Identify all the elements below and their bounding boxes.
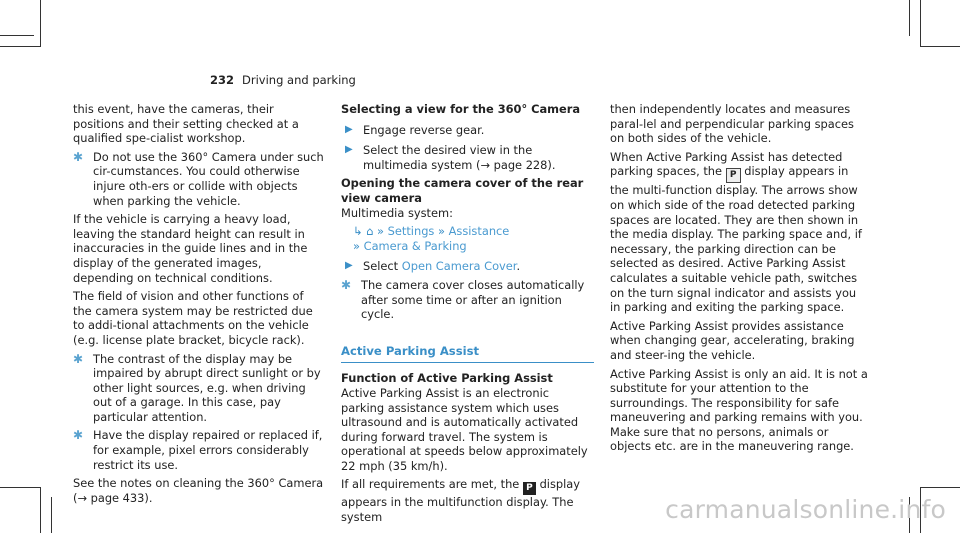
info-icon: ✱ <box>341 277 352 292</box>
paragraph: If the vehicle is carrying a heavy load, leaving the standard height can result in inaccuracies in the guide lines and in the display of the generated images, depending on technical conditions. <box>73 212 308 285</box>
note-text: The contrast of the display may be impaired by abrupt direct sunlight or by other light sources, e.g. when driving out of a garage. In this case, pay particular attention. <box>93 351 321 424</box>
paragraph: then independently locates and measures paral-lel and perpendicular parking spaces on both sides of the vehicle. <box>610 102 854 146</box>
paragraph <box>341 477 594 524</box>
instruction-step <box>341 143 594 172</box>
section-heading: Active Parking Assist <box>341 344 594 364</box>
page-header <box>210 73 356 88</box>
info-icon: ✱ <box>73 428 84 443</box>
column-middle <box>341 102 594 529</box>
page-number: 232 <box>210 73 235 87</box>
text-run: display appears in the multi-function display. The arrows show on which side of the road detected parking spaces are located. They are then shown in the media display. The parking space and, if necessary, the parking direction can be selected as desired. Active Parking Assist calculates a suitable vehicle path, switches on the turn signal indicator and assists you in parking and exiting the parking space. <box>610 164 862 315</box>
paragraph: Active Parking Assist provides assistance when changing gear, accelerating, braking and steer-ing the vehicle. <box>610 318 855 362</box>
crop-mark <box>909 0 910 36</box>
paragraph: Active Parking Assist is only an aid. It is not a substitute for your attention to the surroundings. The responsibility for safe maneuvering and parking remains with you. Make sure that no persons, animals or objects etc. are in the maneuvering range. <box>610 366 868 454</box>
step-text: Engage reverse gear. <box>363 122 485 137</box>
note <box>73 150 325 208</box>
path-arrow-icon: ↳ <box>353 224 363 239</box>
crop-mark <box>51 497 52 533</box>
note <box>341 278 594 322</box>
note <box>73 428 325 472</box>
column-left <box>73 102 325 509</box>
step-arrow-icon: ▶ <box>345 144 353 156</box>
instruction-step <box>341 259 594 274</box>
crop-mark <box>920 0 921 46</box>
crop-mark <box>920 487 960 488</box>
step-text: Select the desired view in the multimedia system (→ page 228). <box>363 143 556 172</box>
subheading: Selecting a view for the 360° Camera <box>341 102 581 116</box>
column-right <box>610 102 870 458</box>
crop-mark <box>40 487 41 533</box>
paragraph: Multimedia system: <box>341 205 453 220</box>
paragraph: this event, have the cameras, their positions and their setting checked at a qualified spe-cialist workshop. <box>73 102 299 146</box>
text-run: When Active Parking Assist has detected parking spaces, the <box>610 149 843 179</box>
note-text: Do not use the 360° Camera under such cir-cumstances. You could otherwise injure oth-ers or collide with objects when parking the vehicle. <box>93 149 324 208</box>
double-chevron-icon: » <box>353 238 360 253</box>
subheading: Function of Active Parking Assist <box>341 371 553 386</box>
parking-p-dark-icon: P <box>523 482 536 495</box>
paragraph: See the notes on cleaning the 360° Camera (→ page 433). <box>73 476 324 505</box>
info-icon: ✱ <box>73 351 84 366</box>
menu-link: Open Camera Cover <box>401 259 517 274</box>
note-text: Have the display repaired or replaced if, for example, pixel errors considerably restrict its use. <box>93 428 323 472</box>
watermark: carmanualsonline.info <box>665 495 946 524</box>
menu-path <box>341 224 594 253</box>
subheading: Opening the camera cover of the rear view camera <box>341 176 584 205</box>
double-chevron-icon: » <box>377 224 385 239</box>
note-text: The camera cover closes automatically after some time or after an ignition cycle. <box>361 277 585 322</box>
step-text: Select <box>363 259 399 274</box>
step-text-end: . <box>516 259 521 274</box>
path-camera-parking: Camera & Parking <box>363 238 467 253</box>
double-chevron-icon: » <box>438 224 445 239</box>
crop-mark <box>0 35 34 36</box>
step-arrow-icon: ▶ <box>345 260 353 272</box>
crop-mark <box>40 0 41 46</box>
paragraph <box>610 150 870 315</box>
chapter-title: Driving and parking <box>242 73 356 87</box>
home-icon: ⌂ <box>366 224 374 239</box>
crop-mark <box>0 46 41 47</box>
note <box>73 352 325 425</box>
step-arrow-icon: ▶ <box>345 123 353 135</box>
parking-p-icon: P <box>726 168 741 183</box>
paragraph: Active Parking Assist is an electronic parking assistance system which uses ultrasound and is automatically activated during forward travel. The system is operational at speeds below approximately 22 mph (35 km/h). <box>341 385 588 473</box>
crop-mark <box>0 487 41 488</box>
path-assistance: Assistance <box>448 224 510 239</box>
text-run: If all requirements are met, the <box>341 477 520 492</box>
info-icon: ✱ <box>73 149 84 164</box>
crop-mark <box>920 46 960 47</box>
text-run: display appears in the multifunction display. The system <box>341 477 581 525</box>
paragraph: The field of vision and other functions of the camera system may be restricted due to addi-tional attachments on the vehicle (e.g. license plate bracket, bicycle rack). <box>73 289 313 347</box>
instruction-step <box>341 123 594 138</box>
path-settings: Settings <box>387 224 435 239</box>
